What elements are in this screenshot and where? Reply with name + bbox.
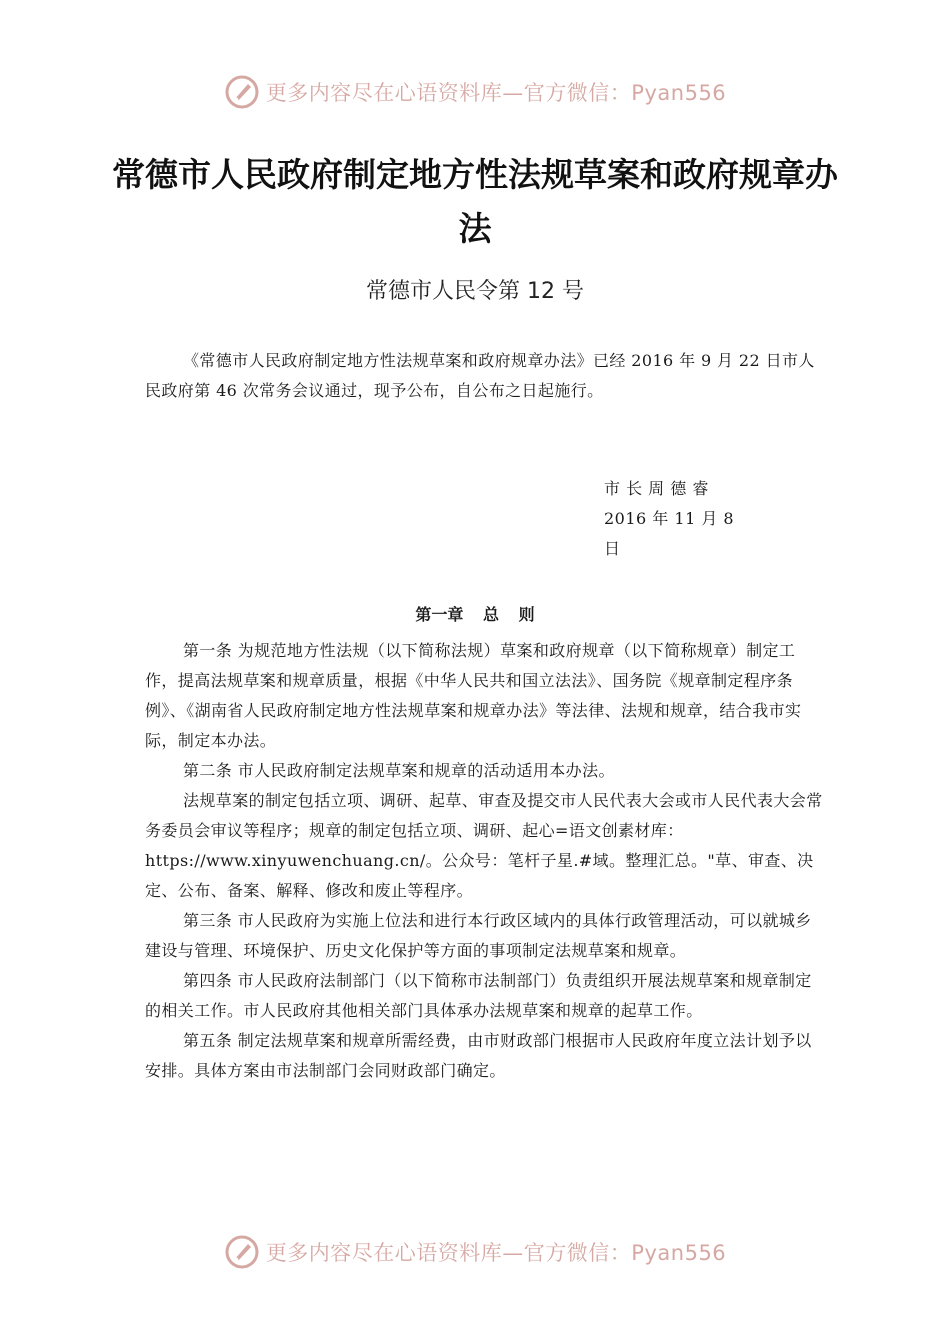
header-watermark-banner	[0, 72, 950, 112]
article-4: 第四条 市人民政府法制部门（以下简称市法制部门）负责组织开展法规草案和规章制定的相关工作。市人民政府其他相关部门具体承办法规草案和规章的起草工作。	[145, 971, 812, 1020]
signature-block	[604, 474, 754, 564]
order-number: 常德市人民令第 12 号	[366, 279, 584, 304]
watermark-text: 更多内容尽在心语资料库—官方微信：Pyan556	[265, 81, 727, 105]
chapter-heading: 第一章 总 则	[415, 605, 535, 624]
article-3: 第三条 市人民政府为实施上位法和进行本行政区域内的具体行政管理活动，可以就城乡建设与管理、环境保护、历史文化保护等方面的事项制定法规草案和规章。	[145, 911, 812, 960]
article-2-detail: 法规草案的制定包括立项、调研、起草、审查及提交市人民代表大会或市人民代表大会常务委员会审议等程序；规章的制定包括立项、调研、起心=语文创素材库：https://www.xinyuwenchuang.cn/。公众号：笔杆子星.#域。整理汇总。"草、审查、决定、公布、备案、解释、修改和废止等程序。	[145, 791, 823, 900]
article-2: 第二条 市人民政府制定法规草案和规章的活动适用本办法。	[183, 761, 615, 780]
signature-date: 2016 年 11 月 8 日	[604, 509, 735, 558]
article-1: 第一条 为规范地方性法规（以下简称法规）草案和政府规章（以下简称规章）制定工作，提高法规草案和规章质量，根据《中华人民共和国立法法》、国务院《规章制定程序条例》、《湖南省人民政府制定地方性法规草案和规章办法》等法律、法规和规章，结合我市实际，制定本办法。	[145, 641, 802, 750]
document-title: 常德市人民政府制定地方性法规草案和政府规章办法	[112, 155, 838, 248]
watermark-text: 更多内容尽在心语资料库—官方微信：Pyan556	[265, 1241, 727, 1265]
article-5: 第五条 制定法规草案和规章所需经费，由市财政部门根据市人民政府年度立法计划予以安排。具体方案由市法制部门会同财政部门确定。	[145, 1031, 812, 1080]
mayor-name: 市 长 周 德 睿	[604, 479, 709, 498]
document-body	[145, 636, 825, 1086]
preamble-paragraph: 《常德市人民政府制定地方性法规草案和政府规章办法》已经 2016 年 9 月 22 日市人民政府第 46 次常务会议通过，现予公布，自公布之日起施行。	[145, 351, 815, 400]
preamble	[145, 346, 825, 406]
pen-logo-icon	[224, 1234, 260, 1270]
pen-logo-icon	[224, 74, 260, 110]
footer-watermark-banner	[0, 1232, 950, 1272]
